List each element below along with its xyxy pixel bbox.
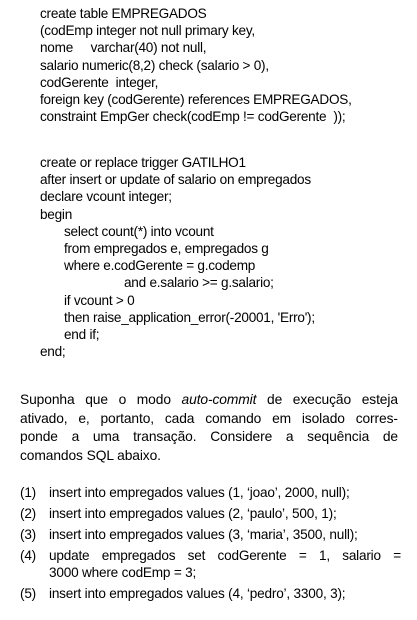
- question-paragraph: [20, 391, 398, 465]
- item-number: (2): [20, 506, 37, 521]
- code-line: create table EMPREGADOS: [40, 6, 207, 21]
- code-line: create or replace trigger GATILHO1: [40, 155, 246, 170]
- code-line: end if;: [64, 326, 100, 342]
- code-line: begin: [40, 206, 73, 222]
- code-line: if vcount > 0: [64, 292, 135, 308]
- paragraph-line: Suponha que o modo auto-commit de execução esteja: [20, 391, 398, 410]
- item-number: (3): [20, 527, 37, 542]
- code-line: codGerente integer,: [40, 74, 159, 90]
- list-item: [20, 484, 400, 505]
- code-line: and e.salario >= g.salario;: [124, 275, 274, 291]
- paragraph-line: comandos SQL abaixo.: [20, 447, 161, 463]
- item-text: insert into empregados values (1, ‘joao’, 2000, null);: [49, 485, 350, 500]
- paragraph-line: ponde a uma transação. Considere a sequência de: [20, 429, 398, 445]
- code-line: declare vcount integer;: [40, 189, 172, 205]
- command-list: [20, 484, 400, 606]
- item-text: 3000 where codEmp = 3;: [49, 565, 197, 580]
- item-text: insert into empregados values (2, ‘paulo’, 500, 1);: [49, 506, 337, 521]
- code-line: from empregados e, empregados g: [64, 240, 269, 256]
- item-text: insert into empregados values (3, ‘maria’, 3500, null);: [49, 527, 358, 542]
- code-line: salario numeric(8,2) check (salario > 0),: [40, 57, 269, 73]
- item-text: update empregados set codGerente = 1, salario =: [49, 548, 401, 563]
- code-line: select count(*) into vcount: [64, 223, 214, 239]
- code-line: (codEmp integer not null primary key,: [40, 23, 255, 39]
- list-item: [20, 505, 400, 526]
- create-table-statement: [40, 5, 352, 125]
- list-item: [20, 547, 400, 585]
- code-line: end;: [40, 344, 66, 360]
- code-line: nome varchar(40) not null,: [40, 40, 207, 56]
- list-item: [20, 526, 400, 547]
- item-number: (1): [20, 485, 37, 500]
- trigger-statement: [40, 154, 315, 360]
- item-number: (4): [20, 548, 37, 563]
- item-number: (5): [20, 586, 37, 601]
- code-line: foreign key (codGerente) references EMPREGADOS,: [40, 91, 352, 107]
- code-line: constraint EmpGer check(codEmp != codGerente ));: [40, 109, 346, 125]
- code-line: where e.codGerente = g.codemp: [64, 258, 256, 274]
- paragraph-line: ativado, e, portanto, cada comando em isolado corres-: [20, 410, 398, 426]
- list-item: [20, 585, 400, 606]
- item-text: insert into empregados values (4, ‘pedro’, 3300, 3);: [49, 586, 346, 601]
- italic-term: auto-commit: [181, 392, 257, 407]
- code-line: then raise_application_error(-20001, 'Erro');: [64, 309, 315, 325]
- code-line: after insert or update of salario on empregados: [40, 172, 311, 188]
